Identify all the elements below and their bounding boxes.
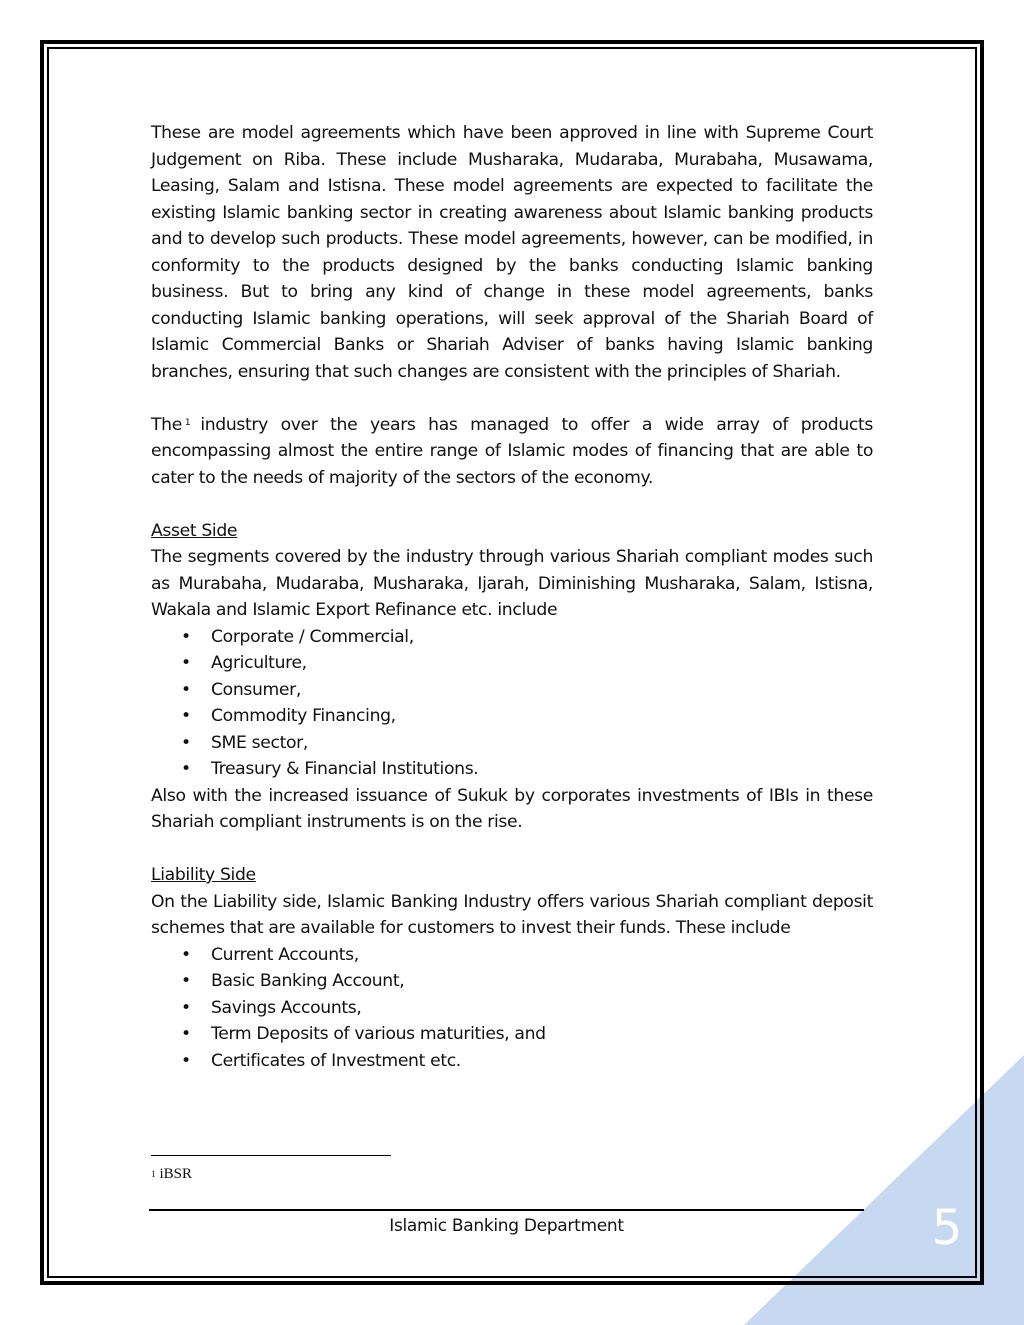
liability-side-heading: Liability Side: [151, 865, 256, 885]
bullet-icon: •: [181, 706, 191, 726]
bullet-icon: •: [181, 626, 191, 647]
footnote-reference[interactable]: 1: [184, 417, 191, 428]
page-content: [151, 120, 873, 1074]
list-item: • SME sector,: [181, 730, 873, 757]
footnote-number: 1: [151, 1169, 156, 1179]
bullet-icon: •: [181, 759, 191, 779]
bullet-icon: •: [181, 1024, 191, 1044]
asset-side-outro: Also with the increased issuance of Sukuk by corporates investments of IBIs in these Shariah compliant instruments is on the rise.: [151, 785, 873, 832]
list-item: • Agriculture,: [181, 650, 873, 677]
industry-lead-word: The: [151, 414, 182, 435]
liability-side-intro: On the Liability side, Islamic Banking Industry offers various Shariah compliant deposit schemes that are available for customers to invest their funds. These include: [151, 891, 873, 938]
bullet-icon: •: [181, 679, 191, 700]
asset-side-intro: The segments covered by the industry through various Shariah compliant modes such as Murabaha, Mudaraba, Musharaka, Ijarah, Diminishing Musharaka, Salam, Istisna, Wakala and Islamic Export Refinance etc. include: [151, 547, 873, 620]
footnote: [151, 1165, 192, 1183]
bullet-icon: •: [181, 732, 191, 753]
list-item: • Certificates of Investment etc.: [181, 1048, 873, 1075]
bullet-icon: •: [181, 653, 191, 673]
footnote-separator: [151, 1155, 391, 1156]
footnote-text: iBSR: [159, 1166, 193, 1182]
list-item: • Savings Accounts,: [181, 995, 873, 1022]
bullet-icon: •: [181, 997, 191, 1018]
asset-side-heading: Asset Side: [151, 520, 238, 541]
page-number: 5: [931, 1200, 963, 1256]
industry-paragraph-text: industry over the years has managed to offer a wide array of products encompassing almost the entire range of Islamic modes of financing that are able to cater to the needs of majority of the sectors of the economy.: [151, 414, 873, 488]
bullet-icon: •: [181, 971, 191, 991]
list-item: • Basic Banking Account,: [181, 968, 873, 995]
industry-paragraph: [151, 412, 873, 492]
list-item: • Treasury & Financial Institutions.: [181, 756, 873, 783]
list-item: • Corporate / Commercial,: [181, 624, 873, 651]
bullet-icon: •: [181, 1050, 191, 1071]
list-item: • Term Deposits of various maturities, and: [181, 1021, 873, 1048]
list-item: • Current Accounts,: [181, 942, 873, 969]
intro-paragraph: These are model agreements which have been approved in line with Supreme Court Judgement on Riba. These include Musharaka, Mudaraba, Murabaha, Musawama, Leasing, Salam and Istisna. These model agreements are expected to facilitate the existing Islamic banking sector in creating awareness about Islamic banking products and to develop such products. These model agreements, however, can be modified, in conformity to the products designed by the banks conducting Islamic banking business. But to bring any kind of change in these model agreements, banks conducting Islamic banking operations, will seek approval of the Shariah Board of Islamic Commercial Banks or Shariah Adviser of banks having Islamic banking branches, ensuring that such changes are consistent with the principles of Shariah.: [151, 123, 873, 382]
asset-side-list: [151, 624, 873, 783]
list-item: • Consumer,: [181, 677, 873, 704]
liability-side-list: [151, 942, 873, 1075]
list-item: • Commodity Financing,: [181, 703, 873, 730]
footer-rule: [149, 1209, 864, 1211]
bullet-icon: •: [181, 944, 191, 965]
footer-department: Islamic Banking Department: [389, 1216, 624, 1236]
